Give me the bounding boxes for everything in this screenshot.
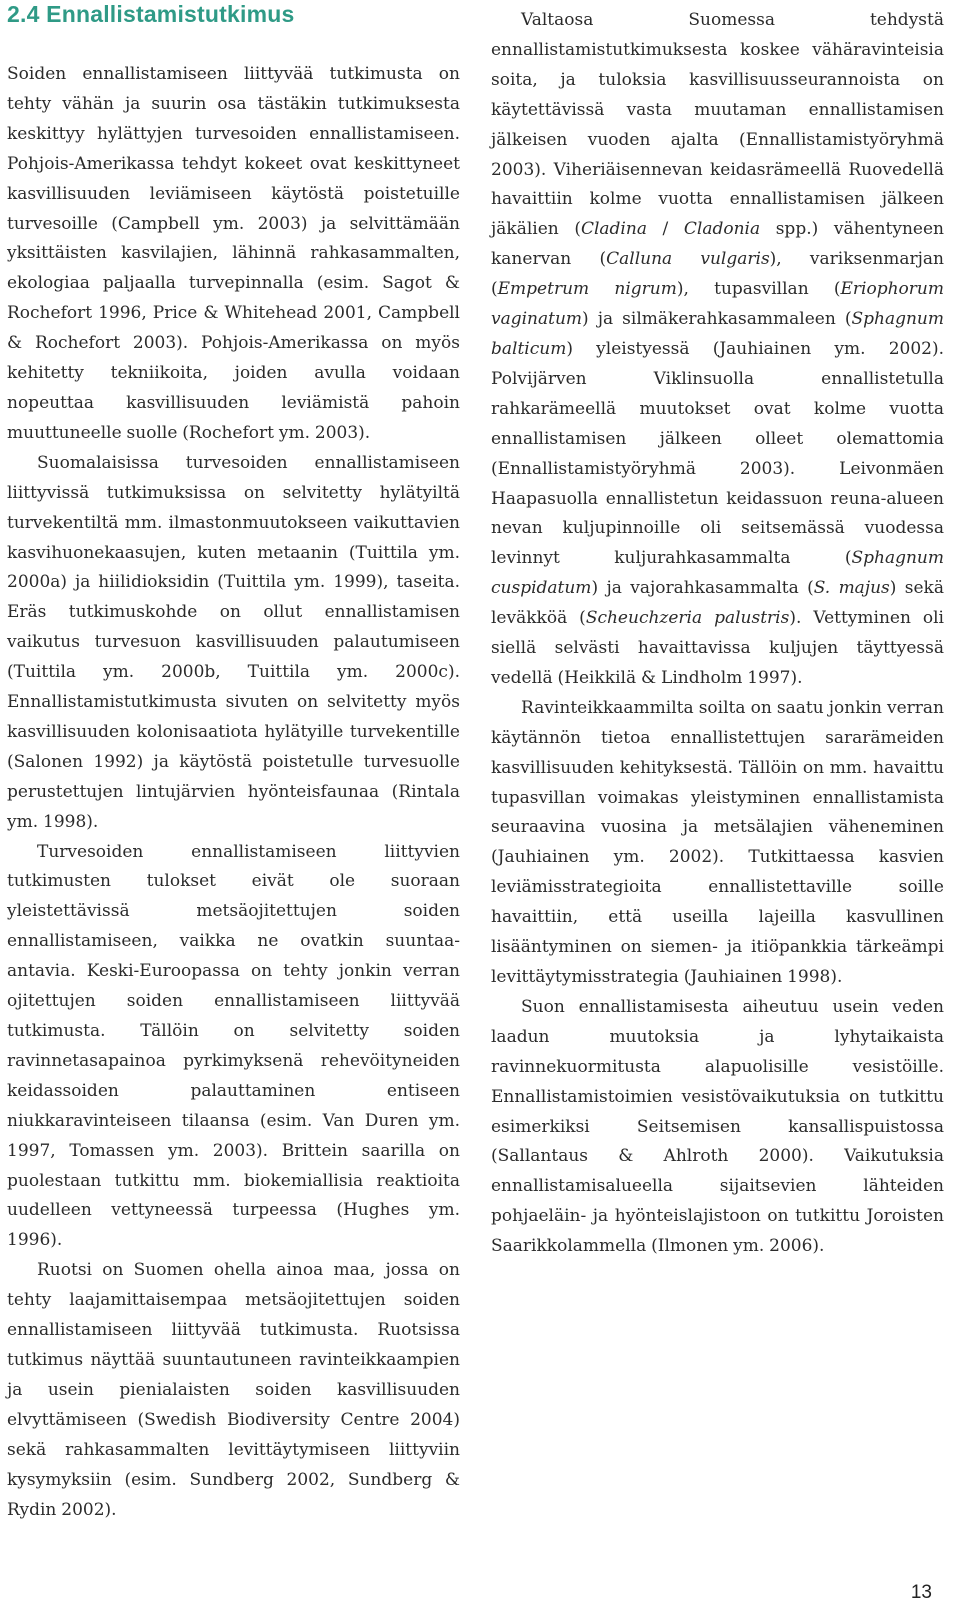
paragraph: Suomalaisissa turvesoiden ennallistamiseen liittyvissä tutkimuksissa on selvitetty hylätyiltä turvekentiltä mm. ilmastonmuutokseen vaikuttavien kasvihuonekaasujen, kuten metaanin (Tuittila ym. 2000a) ja hiilidioksidin (Tuittila ym. 1999), taseita. Eräs tutkimuskohde on ollut ennallistamisen vaikutus turvesuon kasvillisuuden palautumiseen (Tuittila ym. 2000b, Tuittila ym. 2000c). Ennallistamistutkimusta sivuten on selvitetty myös kasvillisuuden kolonisaatiota hylätyille turvekentille (Salonen 1992) ja käytöstä poistetulle turvesuolle perustettujen lintujärvien hyönteisfaunaa (Rintala ym. 1998). — [7, 452, 460, 832]
species-name: Scheuchzeria palustris — [585, 608, 790, 629]
species-name: Sphagnum cuspidatum — [491, 548, 944, 599]
section-heading: 2.4 Ennallistamistutkimus — [7, 1, 295, 27]
species-name: Eriophorum vaginatum — [491, 279, 944, 330]
text-run: Valtaosa Suomessa tehdystä ennallistamistutkimuksesta koskee vähäravinteisia soita, ja tuloksia kasvillisuusseurannoista on käytettävissä vasta muutaman ennallistamisen jälkeisen vuoden ajalta (Ennallistamistyöryhmä 2003). Viheriäisennevan keidasrämeellä Ruovedellä havaittiin kolme vuotta ennallistamisen jälkeen jäkälien ( — [491, 10, 944, 240]
text-run: spp.) vähentyneen kanervan ( — [491, 219, 944, 270]
species-name: Empetrum nigrum — [497, 279, 677, 300]
text-run: ) ja vajorahkasammalta ( — [591, 578, 814, 599]
paragraph — [491, 6, 944, 694]
paragraph: Soiden ennallistamiseen liittyvää tutkimusta on tehty vähän ja suurin osa tästäkin tutkimuksesta keskittyy hylättyjen turvesoiden ennallistamiseen. Pohjois-Amerikassa tehdyt kokeet ovat keskittyneet kasvillisuuden leviämiseen käytöstä poistetuille turvesoille (Campbell ym. 2003) ja selvittämään yksittäisten kasvilajien, lähinnä rahkasammalten, ekologiaa paljaalla turvepinnalla (esim. Sagot & Rochefort 1996, Price & Whitehead 2001, Campbell & Rochefort 2003). Pohjois-Amerikassa on myös kehitetty tekniikoita, joiden avulla voidaan nopeuttaa kasvillisuuden leviämistä pahoin muuttuneelle suolle (Rochefort ym. 2003). — [7, 64, 460, 443]
paragraph: Suon ennallistamisesta aiheutuu usein veden laadun muutoksia ja lyhytaikaista ravinnekuormitusta alapuolisille vesistöille. Ennallistamistoimien vesistövaikutuksia on tutkittu esimerkiksi Seitsemisen kansallispuistossa (Sallantaus & Ahlroth 2000). Vaikutuksia ennallistamisalueella sijaitsevien lähteiden pohjaeläin- ja hyönteislajistoon on tutkittu Joroisten Saarikkolammella (Ilmonen ym. 2006). — [491, 996, 944, 1257]
species-name: Cladina — [580, 219, 647, 240]
paragraph: Turvesoiden ennallistamiseen liittyvien tutkimusten tulokset eivät ole suoraan yleistettävissä metsäojitettujen soiden ennallistamiseen, vaikka ne ovatkin suuntaa-antavia. Keski-Euroopassa on tehty jonkin verran ojitettujen soiden ennallistamiseen liittyvää tutkimusta. Tällöin on selvitetty soiden ravinnetasapainoa pyrkimyksenä rehevöityneiden keidassoiden palauttaminen entiseen niukkaravinteiseen tilaansa (esim. Van Duren ym. 1997, Tomassen ym. 2003). Brittein saarilla on puolestaan tutkittu mm. biokemiallisia reaktioita uudelleen vettyneessä turpeessa (Hughes ym. 1996). — [7, 841, 460, 1251]
left-column — [7, 60, 460, 1525]
text-run: ), variksenmarjan ( — [491, 249, 944, 300]
text-run: ) yleistyessä (Jauhiainen ym. 2002). Polvijärven Viklinsuolla ennallistetulla rahkarämeellä muutokset ovat kolme vuotta ennallistamisen jälkeen olleet olemattomia (Ennallistamistyöryhmä 2003). Leivonmäen Haapasuolla ennallistetun keidassuon reuna-alueen nevan kuljupinnoille oli seitsemässä vuodessa levinnyt kuljurahkasammalta ( — [491, 338, 944, 569]
species-name: Cladonia — [683, 219, 761, 240]
page-number: 13 — [910, 1582, 932, 1603]
text-run: ). Vettyminen oli siellä selvästi havaittavissa kuljujen täyttyessä vedellä (Heikkilä & Lindholm 1997). — [491, 608, 944, 688]
text-run: ) sekä leväkköä ( — [491, 578, 944, 629]
paragraph: Ruotsi on Suomen ohella ainoa maa, jossa on tehty laajamittaisempaa metsäojitettujen soiden ennallistamiseen liittyvää tutkimusta. Ruotsissa tutkimus näyttää suuntautuneen ravinteikkaampien ja usein pienialaisten soiden kasvillisuuden elvyttämiseen (Swedish Biodiversity Centre 2004) sekä rahkasammalten levittäytymiseen liittyviin kysymyksiin (esim. Sundberg 2002, Sundberg & Rydin 2002). — [7, 1260, 460, 1520]
species-name: Sphagnum balticum — [491, 309, 944, 359]
paragraph: Ravinteikkaammilta soilta on saatu jonkin verran käytännön tietoa ennallistettujen sararämeiden kasvillisuuden kehityksestä. Tällöin on mm. havaittu tupasvillan voimakas yleistyminen ennallistamista seuraavina vuosina ja metsälajien väheneminen (Jauhiainen ym. 2002). Tutkittaessa kasvien leviämisstrategioita ennallistettaville soille havaittiin, että useilla lajeilla kasvullinen lisääntyminen on siemen- ja itiöpankkia tärkeämpi levittäytymisstrategia (Jauhiainen 1998). — [491, 697, 944, 987]
text-run: ), tupasvillan ( — [676, 279, 841, 300]
text-run: / — [646, 219, 684, 240]
species-name: Calluna vulgaris — [606, 249, 770, 270]
species-name: S. majus — [813, 578, 890, 599]
text-run: ) ja silmäkerahkasammaleen ( — [582, 309, 852, 330]
right-column — [491, 6, 944, 1262]
